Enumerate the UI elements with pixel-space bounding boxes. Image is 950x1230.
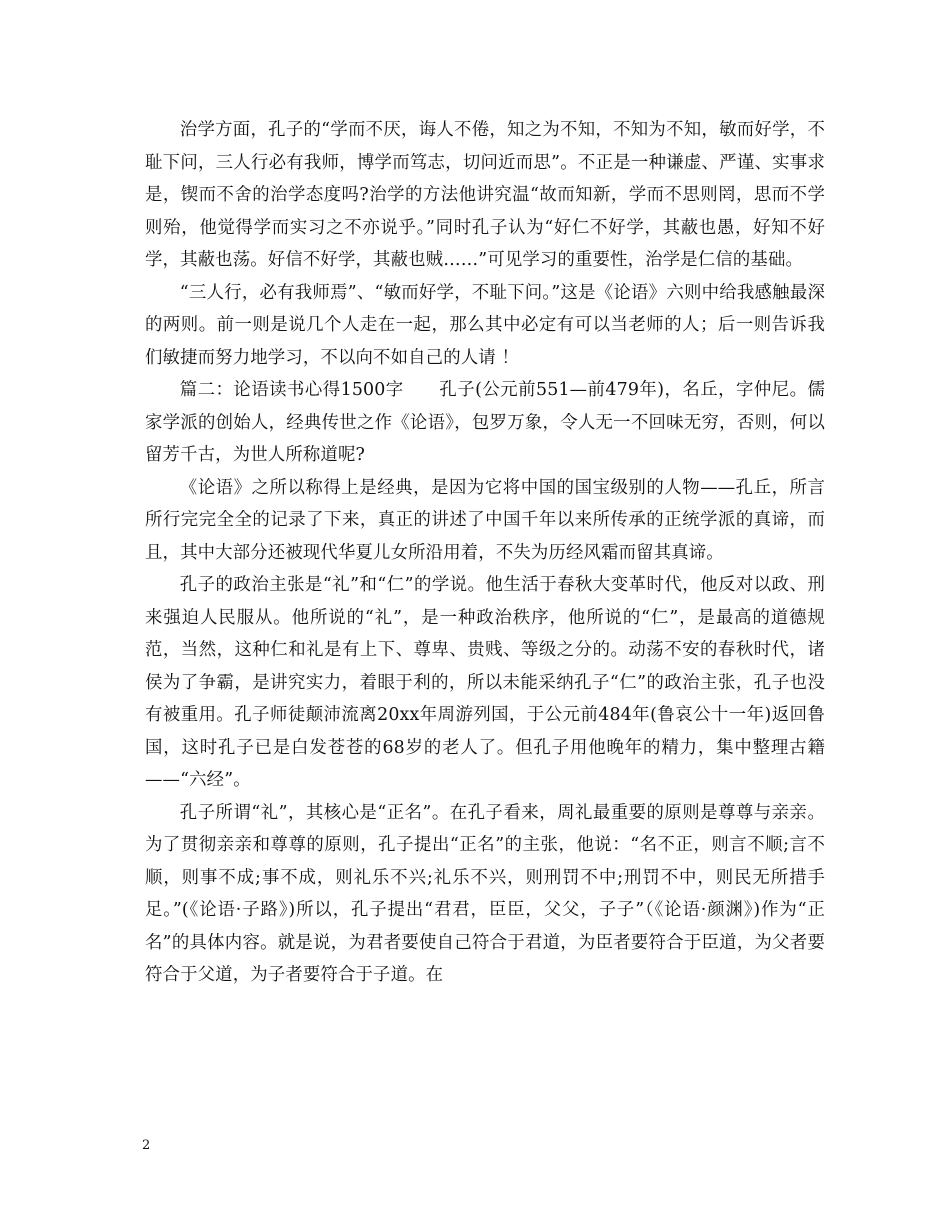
paragraph-analects-classic: 《论语》之所以称得上是经典，是因为它将中国的国宝级别的人物——孔丘，所言所行完完全全的记录了下来，真正的讲述了中国千年以来所传承的正统学派的真谛，而且，其中大部分还被现代华夏儿女所沿用着，不失为历经风霜而留其真谛。 bbox=[145, 477, 825, 563]
paragraph-scholarship: 治学方面，孔子的“学而不厌，诲人不倦，知之为不知，不知为不知，敏而好学，不耻下问，三人行必有我师，博学而笃志，切问近而思”。不正是一种谦虚、严谨、实事求是，锲而不舍的治学态度吗?治学的方法他讲究温“故而知新，学而不思则罔，思而不学则殆，他觉得学而实习之不亦说乎。”同时孔子认为“好仁不好学，其蔽也愚，好知不好学，其蔽也荡。好信不好学，其蔽也贼……”可见学习的重要性，治学是仁信的基础。 bbox=[145, 120, 825, 270]
paragraph-three-people: “三人行，必有我师焉”、“敏而好学，不耻下问。”这是《论语》六则中给我感触最深的两则。前一则是说几个人走在一起，那么其中必定有可以当老师的人；后一则告诉我们敏捷而努力地学习，不以向不如自己的人请 ！ bbox=[145, 282, 825, 368]
paragraph-rectification-of-names: 孔子所谓“礼”，其核心是“正名”。在孔子看来，周礼最重要的原则是尊尊与亲亲。为了贯彻亲亲和尊尊的原则，孔子提出“正名”的主张，他说：“名不正，则言不顺;言不顺，则事不成;事不成，则礼乐不兴;礼乐不兴，则刑罚不中;刑罚不中，则民无所措手足。”(《论语·子路》)所以，孔子提出“君君，臣臣，父父，子子”（《论语·颜渊》)作为“正名”的具体内容。就是说，为君者要使自己符合于君道，为臣者要符合于臣道，为父者要符合于父道，为子者要符合于子道。在 bbox=[145, 802, 825, 985]
page-number: 2 bbox=[142, 1138, 151, 1153]
paragraph-part-two-intro: 篇二：论语读书心得1500字 孔子(公元前551—前479年)，名丘，字仲尼。儒家学派的创始人，经典传世之作《论语》，包罗万象，令人无一不回味无穷，否则，何以留芳千古，为世人所称道呢? bbox=[145, 380, 825, 465]
paragraph-political-ideas: 孔子的政治主张是“礼”和“仁”的学说。他生活于春秋大变革时代，他反对以政、刑来强迫人民服从。他所说的“礼”，是一种政治秩序，他所说的“仁”，是最高的道德规范，当然，这种仁和礼是有上下、尊卑、贵贱、等级之分的。动荡不安的春秋时代，诸侯为了争霸，是讲究实力，着眼于利的，所以未能采纳孔子“仁”的政治主张，孔子也没有被重用。孔子师徒颠沛流离20xx年周游列国，于公元前484年(鲁哀公十一年)返回鲁国，这时孔子已是白发苍苍的68岁的老人了。但孔子用他晚年的精力，集中整理古籍——“六经”。 bbox=[145, 575, 825, 790]
body-text bbox=[145, 114, 825, 992]
